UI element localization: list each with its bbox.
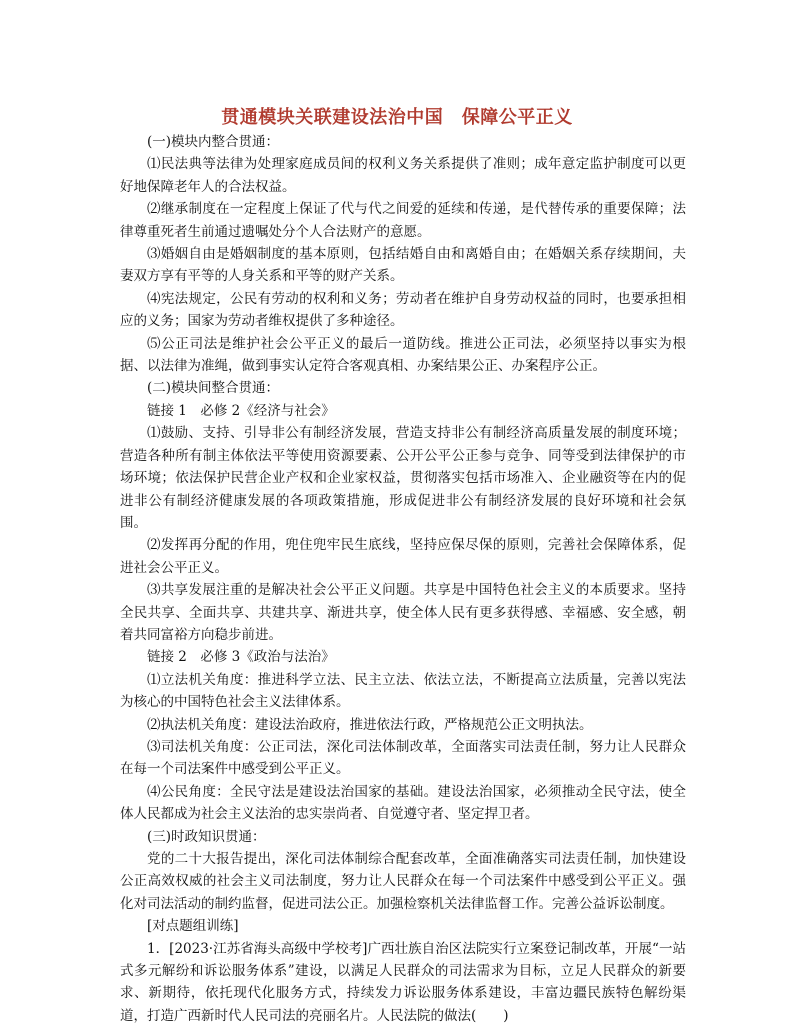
paragraph: ⑵执法机关角度：建设法治政府，推进依法行政，严格规范公正文明执法。 <box>147 716 593 733</box>
document-body <box>120 131 686 1027</box>
exercise-heading: [对点题组训练] <box>147 918 239 935</box>
paragraph: ⑶司法机关角度：公正司法，深化司法体制改革，全面落实司法责任制，努力让人民群众在每一个司法案件中感受到公平正义。 <box>120 738 686 778</box>
paragraph: ⑸公正司法是维护社会公平正义的最后一道防线。推进公正司法，必须坚持以事实为根据、以法律为准绳，做到事实认定符合客观真相、办案结果公正、办案程序公正。 <box>120 335 686 375</box>
paragraph: ⑴立法机关角度：推进科学立法、民主立法、依法立法，不断提高立法质量，完善以宪法为核心的中国特色社会主义法律体系。 <box>120 671 686 711</box>
paragraph: ⑵发挥再分配的作用，兜住兜牢民生底线，坚持应保尽保的原则，完善社会保障体系，促进社会公平正义。 <box>120 537 686 576</box>
paragraph: ⑴鼓励、支持、引导非公有制经济发展，营造支持非公有制经济高质量发展的制度环境；营造各种所有制主体依法平等使用资源要素、公开公平公正参与竞争、同等受到法律保护的市场环境；依法保护民营企业产权和企业家权益，贯彻落实包括市场准入、企业融资等在内的促进非公有制经济健康发展的各项政策措施，形成促进非公有制经济发展的良好环境和社会氛围。 <box>120 425 686 531</box>
link-heading-2: 链接 2 必修 3《政治与法治》 <box>147 649 335 666</box>
document-title: 贯通模块关联建设法治中国 保障公平正义 <box>221 107 573 128</box>
paragraph: 党的二十大报告提出，深化司法体制综合配套改革，全面准确落实司法责任制，加快建设公正高效权威的社会主义司法制度，努力让人民群众在每一个司法案件中感受到公平正义。强化对司法活动的制约监督，促进司法公正。加强检察机关法律监督工作。完善公益诉讼制度。 <box>120 851 686 912</box>
section-heading-3: (三)时政知识贯通： <box>147 828 266 845</box>
paragraph: ⑴民法典等法律为处理家庭成员间的权利义务关系提供了准则；成年意定监护制度可以更好地保障老年人的合法权益。 <box>120 156 686 195</box>
paragraph: ⑶婚姻自由是婚姻制度的基本原则，包括结婚自由和离婚自由；在婚姻关系存续期间，夫妻双方享有平等的人身关系和平等的财产关系。 <box>120 246 686 285</box>
question-1: 1．[2023·江苏省海头高级中学校考]广西壮族自治区法院实行立案登记制改革，开展“一站式多元解纷和诉讼服务体系”建设，以满足人民群众的司法需求为目标，立足人民群众的新要求、新期待，依托现代化服务方式，持续发力诉讼服务体系建设，丰富边疆民族特色解纷渠道，打造广西新时代人民司法的亮丽名片。人民法院的做法( ) <box>120 940 686 1024</box>
paragraph: ⑷公民角度：全民守法是建设法治国家的基础。建设法治国家，必须推动全民守法，使全体人民都成为社会主义法治的忠实崇尚者、自觉遵守者、坚定捍卫者。 <box>120 783 686 823</box>
section-heading-2: (二)模块间整合贯通： <box>147 380 280 397</box>
link-heading-1: 链接 1 必修 2《经济与社会》 <box>147 402 335 419</box>
paragraph: ⑶共享发展注重的是解决社会公平正义问题。共享是中国特色社会主义的本质要求。坚持全民共享、全面共享、共建共享、渐进共享，使全体人民有更多获得感、幸福感、安全感，朝着共同富裕方向稳步前进。 <box>120 582 686 643</box>
section-heading-1: (一)模块内整合贯通： <box>147 134 280 150</box>
paragraph: ⑷宪法规定，公民有劳动的权利和义务；劳动者在维护自身劳动权益的同时，也要承担相应的义务；国家为劳动者维权提供了多种途径。 <box>120 290 686 330</box>
paragraph: ⑵继承制度在一定程度上保证了代与代之间爱的延续和传递，是代替传承的重要保障；法律尊重死者生前通过遗嘱处分个人合法财产的意愿。 <box>120 201 686 240</box>
